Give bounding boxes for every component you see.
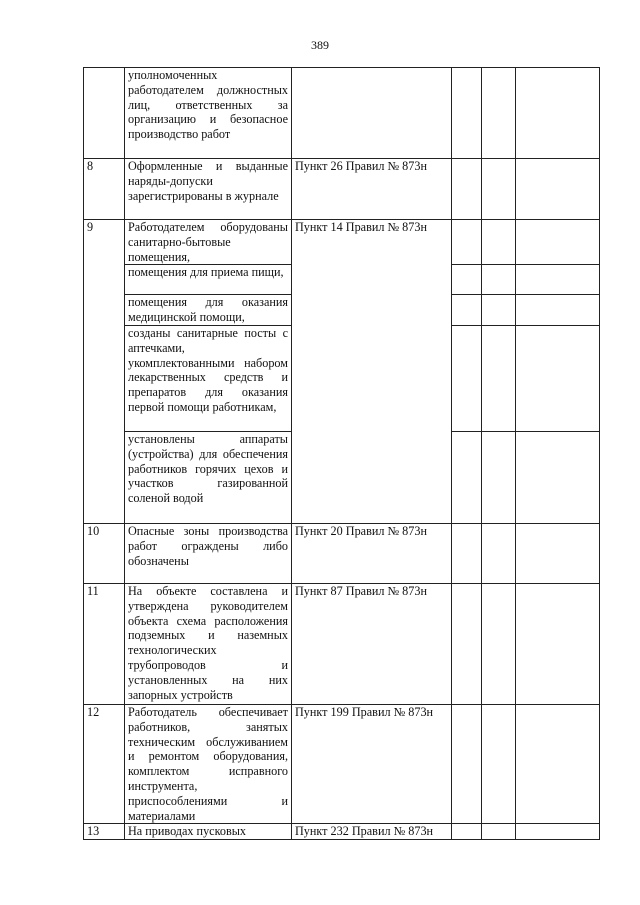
answer-cell-yes — [452, 824, 482, 840]
requirement-text: На объекте составлена и утверждена руководителем объекта схема расположения подземных и наземных технологических трубопроводов и установленных на них запорных устройств — [125, 583, 292, 704]
legal-reference: Пункт 26 Правил № 873н — [292, 159, 452, 220]
row-number: 10 — [84, 523, 125, 583]
answer-cell-yes — [452, 523, 482, 583]
answer-cell-no — [482, 523, 516, 583]
table-row — [84, 159, 600, 220]
answer-cell-no — [482, 583, 516, 704]
answer-cell-no — [482, 325, 516, 431]
answer-cell-na — [516, 295, 600, 326]
answer-cell-no — [482, 704, 516, 823]
answer-cell-na — [516, 704, 600, 823]
answer-cell-yes — [452, 220, 482, 265]
legal-reference: Пункт 20 Правил № 873н — [292, 523, 452, 583]
answer-cell-na — [516, 824, 600, 840]
answer-cell-yes — [452, 431, 482, 523]
legal-reference: Пункт 199 Правил № 873н — [292, 704, 452, 823]
legal-reference: Пункт 87 Правил № 873н — [292, 583, 452, 704]
answer-cell-no — [482, 220, 516, 265]
table-row — [84, 523, 600, 583]
requirement-text: помещения для приема пищи, — [125, 265, 292, 295]
answer-cell-na — [516, 265, 600, 295]
page-number: 389 — [311, 38, 329, 52]
answer-cell-na — [516, 583, 600, 704]
answer-cell-na — [516, 431, 600, 523]
answer-cell-yes — [452, 704, 482, 823]
requirement-text: На приводах пусковых — [125, 824, 292, 840]
requirement-text: созданы санитарные посты с аптечками, укомплектованными набором лекарственных средств и препаратов для оказания первой помощи работникам, — [125, 325, 292, 431]
requirement-text: Оформленные и выданные наряды-допуски зарегистрированы в журнале — [125, 159, 292, 220]
requirement-text: Опасные зоны производства работ ограждены либо обозначены — [125, 523, 292, 583]
answer-cell-no — [482, 68, 516, 159]
answer-cell-na — [516, 68, 600, 159]
answer-cell-yes — [452, 295, 482, 326]
requirement-text: помещения для оказания медицинской помощи, — [125, 295, 292, 326]
requirement-text: установлены аппараты (устройства) для обеспечения работников горячих цехов и участков газированной соленой водой — [125, 431, 292, 523]
requirement-text: Работодателем оборудованы санитарно-бытовые помещения, — [125, 220, 292, 265]
row-number: 13 — [84, 824, 125, 840]
table-row — [84, 583, 600, 704]
answer-cell-na — [516, 220, 600, 265]
answer-cell-no — [482, 431, 516, 523]
table-row — [84, 704, 600, 823]
answer-cell-no — [482, 159, 516, 220]
answer-cell-yes — [452, 583, 482, 704]
table-row — [84, 824, 600, 840]
row-number: 9 — [84, 220, 125, 524]
answer-cell-yes — [452, 68, 482, 159]
table-row — [84, 68, 600, 159]
table-row — [84, 220, 600, 265]
legal-reference: Пункт 14 Правил № 873н — [292, 220, 452, 524]
answer-cell-no — [482, 824, 516, 840]
answer-cell-yes — [452, 159, 482, 220]
answer-cell-no — [482, 265, 516, 295]
requirement-text: уполномоченных работодателем должностных лиц, ответственных за организацию и безопасное производство работ — [125, 68, 292, 159]
answer-cell-yes — [452, 265, 482, 295]
row-number — [84, 68, 125, 159]
row-number: 11 — [84, 583, 125, 704]
answer-cell-no — [482, 295, 516, 326]
answer-cell-na — [516, 523, 600, 583]
answer-cell-na — [516, 325, 600, 431]
row-number: 8 — [84, 159, 125, 220]
legal-reference: Пункт 232 Правил № 873н — [292, 824, 452, 840]
requirement-text: Работодатель обеспечивает работников, занятых техническим обслуживанием и ремонтом оборудования, комплектом исправного инструмента, приспособлениями и материалами — [125, 704, 292, 823]
answer-cell-yes — [452, 325, 482, 431]
answer-cell-na — [516, 159, 600, 220]
legal-reference — [292, 68, 452, 159]
row-number: 12 — [84, 704, 125, 823]
checklist-table — [83, 67, 600, 840]
